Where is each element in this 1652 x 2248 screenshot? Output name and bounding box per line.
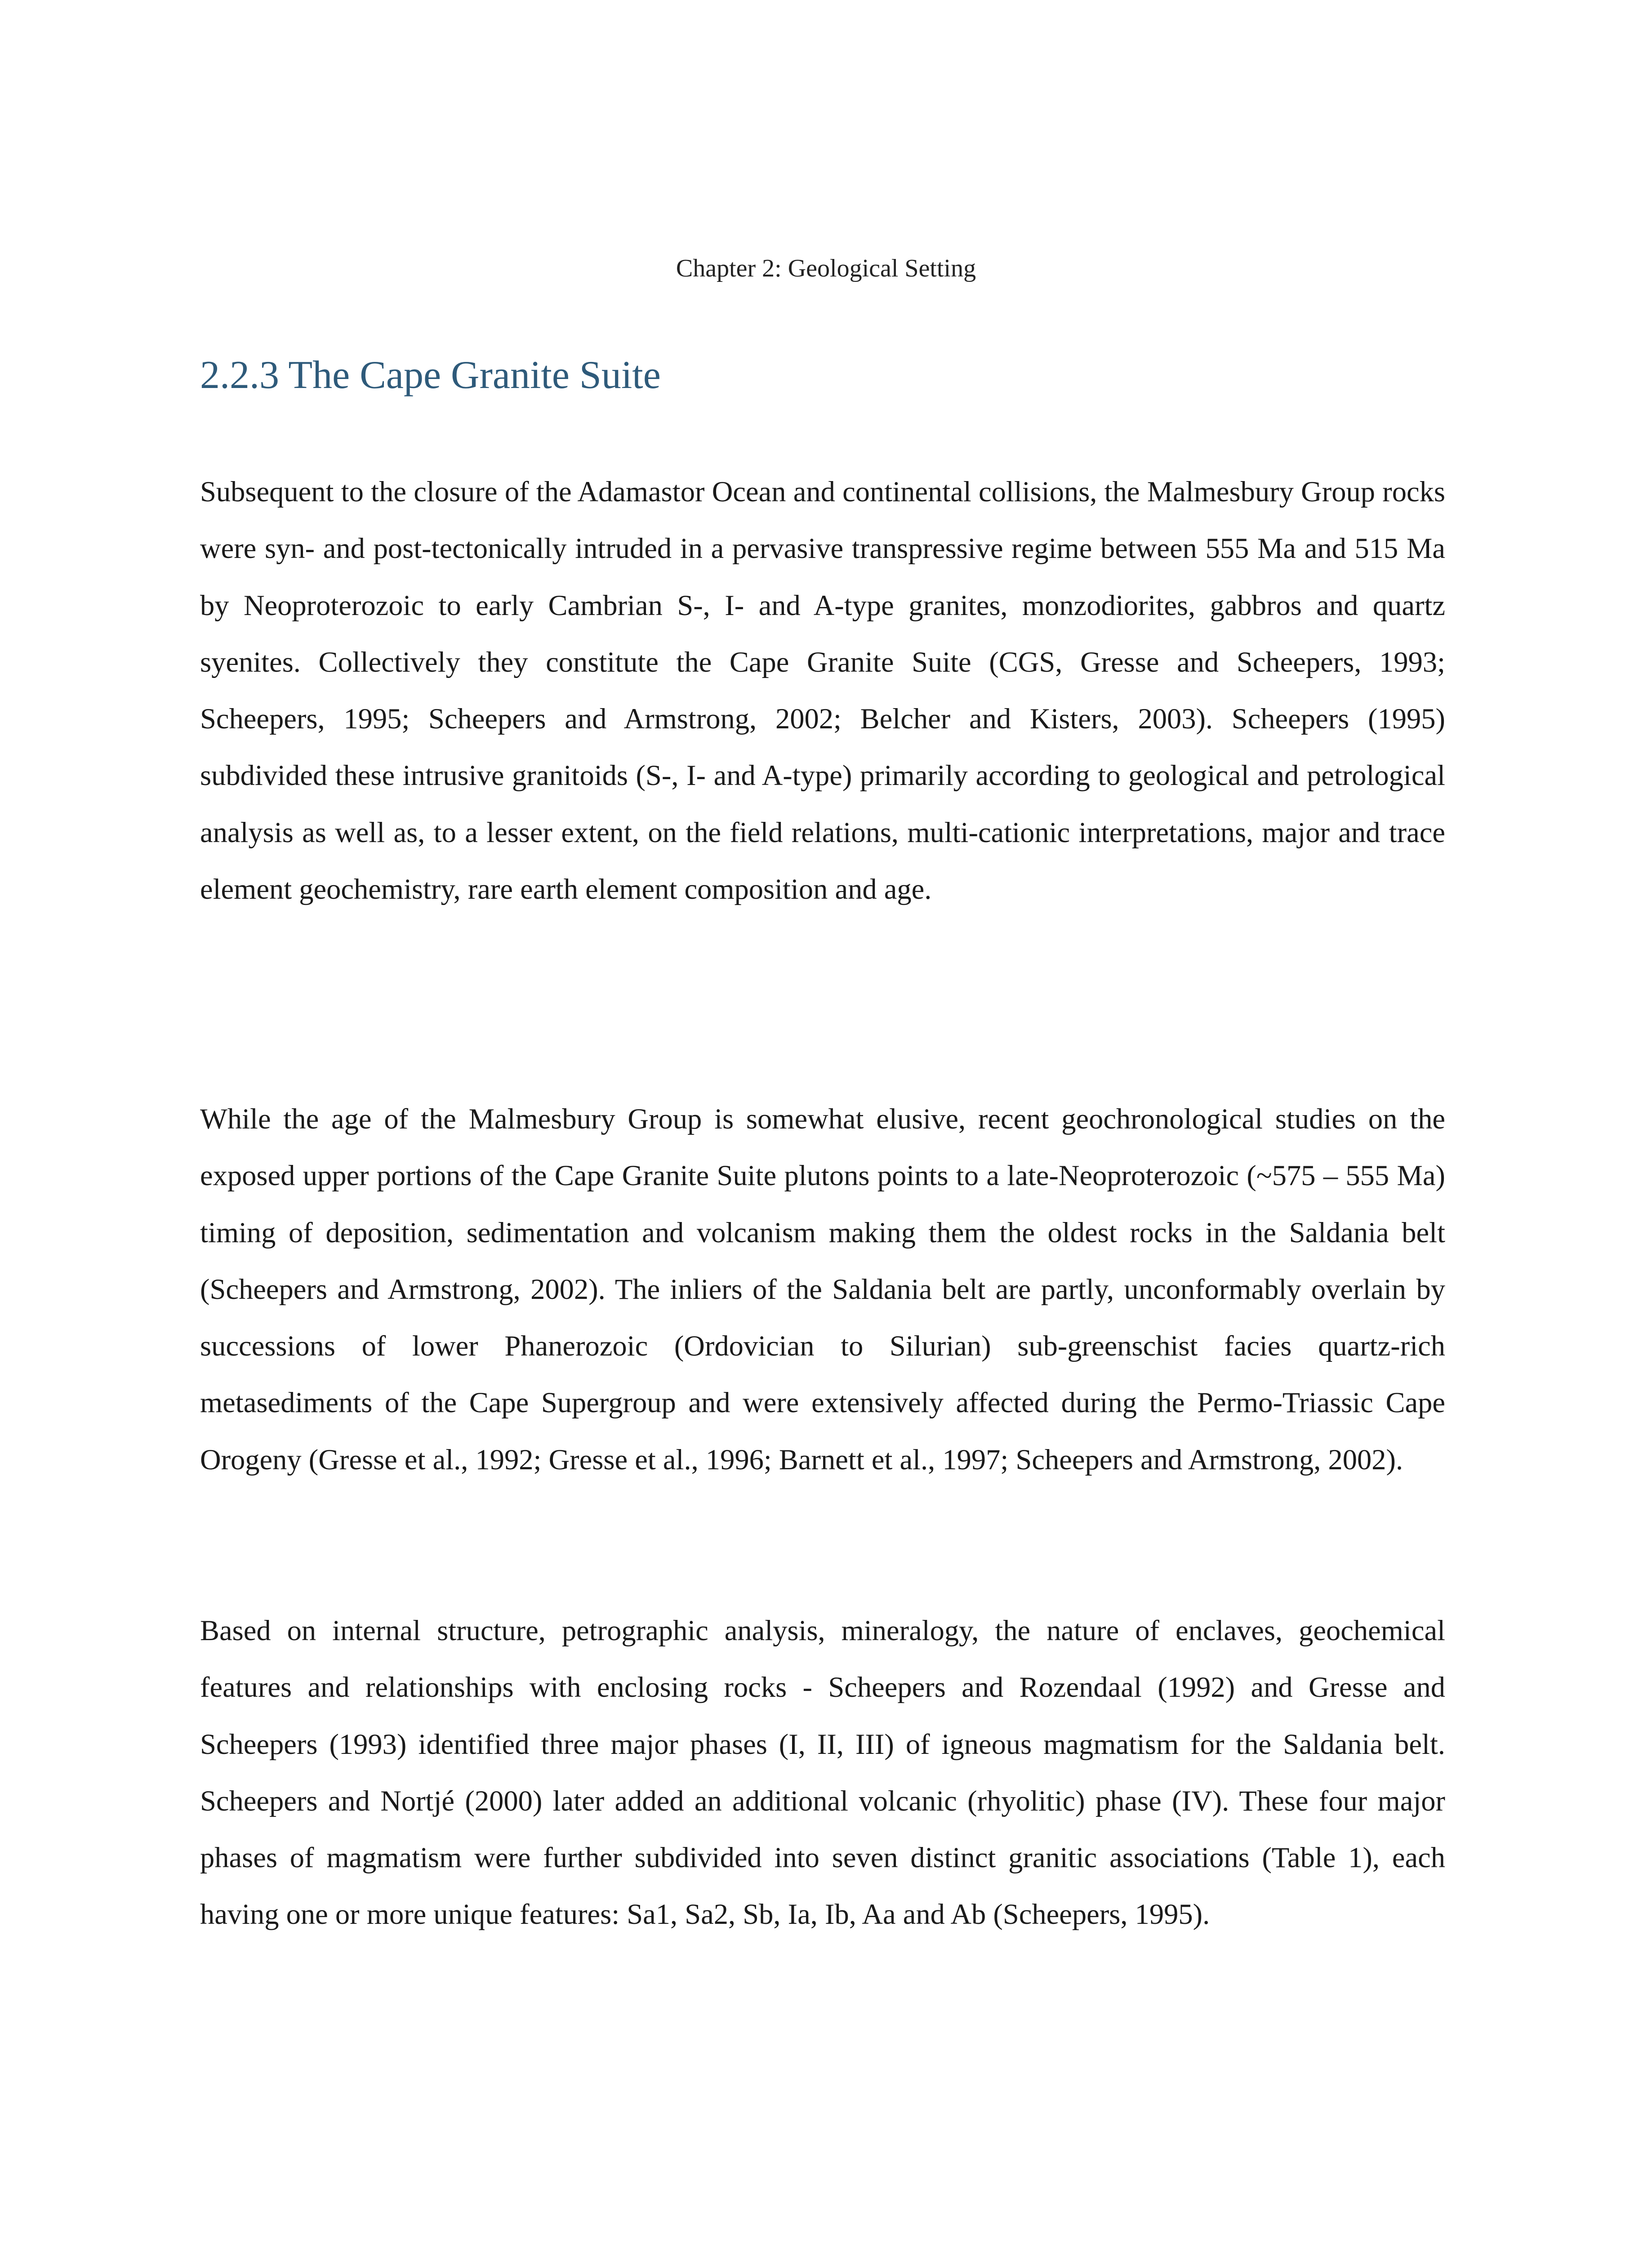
body-paragraph-magmatism-phases: Based on internal structure, petrographic analysis, mineralogy, the nature of enclaves, geochemical features and relationships with enclosing rocks - Scheepers and Rozendaal (1992) and Gresse and Scheepers (1993) identified three major phases (I, II, III) of igneous magmatism for the Saldania belt. Scheepers and Nortjé (2000) later added an additional volcanic (rhyolitic) phase (IV). These four major phases of magmatism were further subdivided into seven distinct granitic associations (Table 1), each having one or more unique features: Sa1, Sa2, Sb, Ia, Ib, Aa and Ab (Scheepers, 1995). [200, 1615, 1445, 1931]
running-header: Chapter 2: Geological Setting [676, 254, 976, 282]
section-heading: 2.2.3 The Cape Granite Suite [200, 353, 661, 397]
body-paragraph-cgs-intrusion: Subsequent to the closure of the Adamastor Ocean and continental collisions, the Malmesbury Group rocks were syn- and post-tectonically intruded in a pervasive transpressive regime between 555 Ma and 515 Ma by Neoproterozoic to early Cambrian S-, I- and A-type granites, monzodiorites, gabbros and quartz syenites. Collectively they constitute the Cape Granite Suite (CGS, Gresse and Scheepers, 1993; Scheepers, 1995; Scheepers and Armstrong, 2002; Belcher and Kisters, 2003). Scheepers (1995) subdivided these intrusive granitoids (S-, I- and A-type) primarily according to geological and petrological analysis as well as, to a lesser extent, on the field relations, multi-cationic interpretations, major and trace element geochemistry, rare earth element composition and age. [200, 476, 1445, 905]
body-paragraph-malmesbury-age: While the age of the Malmesbury Group is somewhat elusive, recent geochronological studies on the exposed upper portions of the Cape Granite Suite plutons points to a late-Neoproterozoic (~575 – 555 Ma) timing of deposition, sedimentation and volcanism making them the oldest rocks in the Saldania belt (Scheepers and Armstrong, 2002). The inliers of the Saldania belt are partly, unconformably overlain by successions of lower Phanerozoic (Ordovician to Silurian) sub-greenschist facies quartz-rich metasediments of the Cape Supergroup and were extensively affected during the Permo-Triassic Cape Orogeny (Gresse et al., 1992; Gresse et al., 1996; Barnett et al., 1997; Scheepers and Armstrong, 2002). [200, 1103, 1445, 1476]
